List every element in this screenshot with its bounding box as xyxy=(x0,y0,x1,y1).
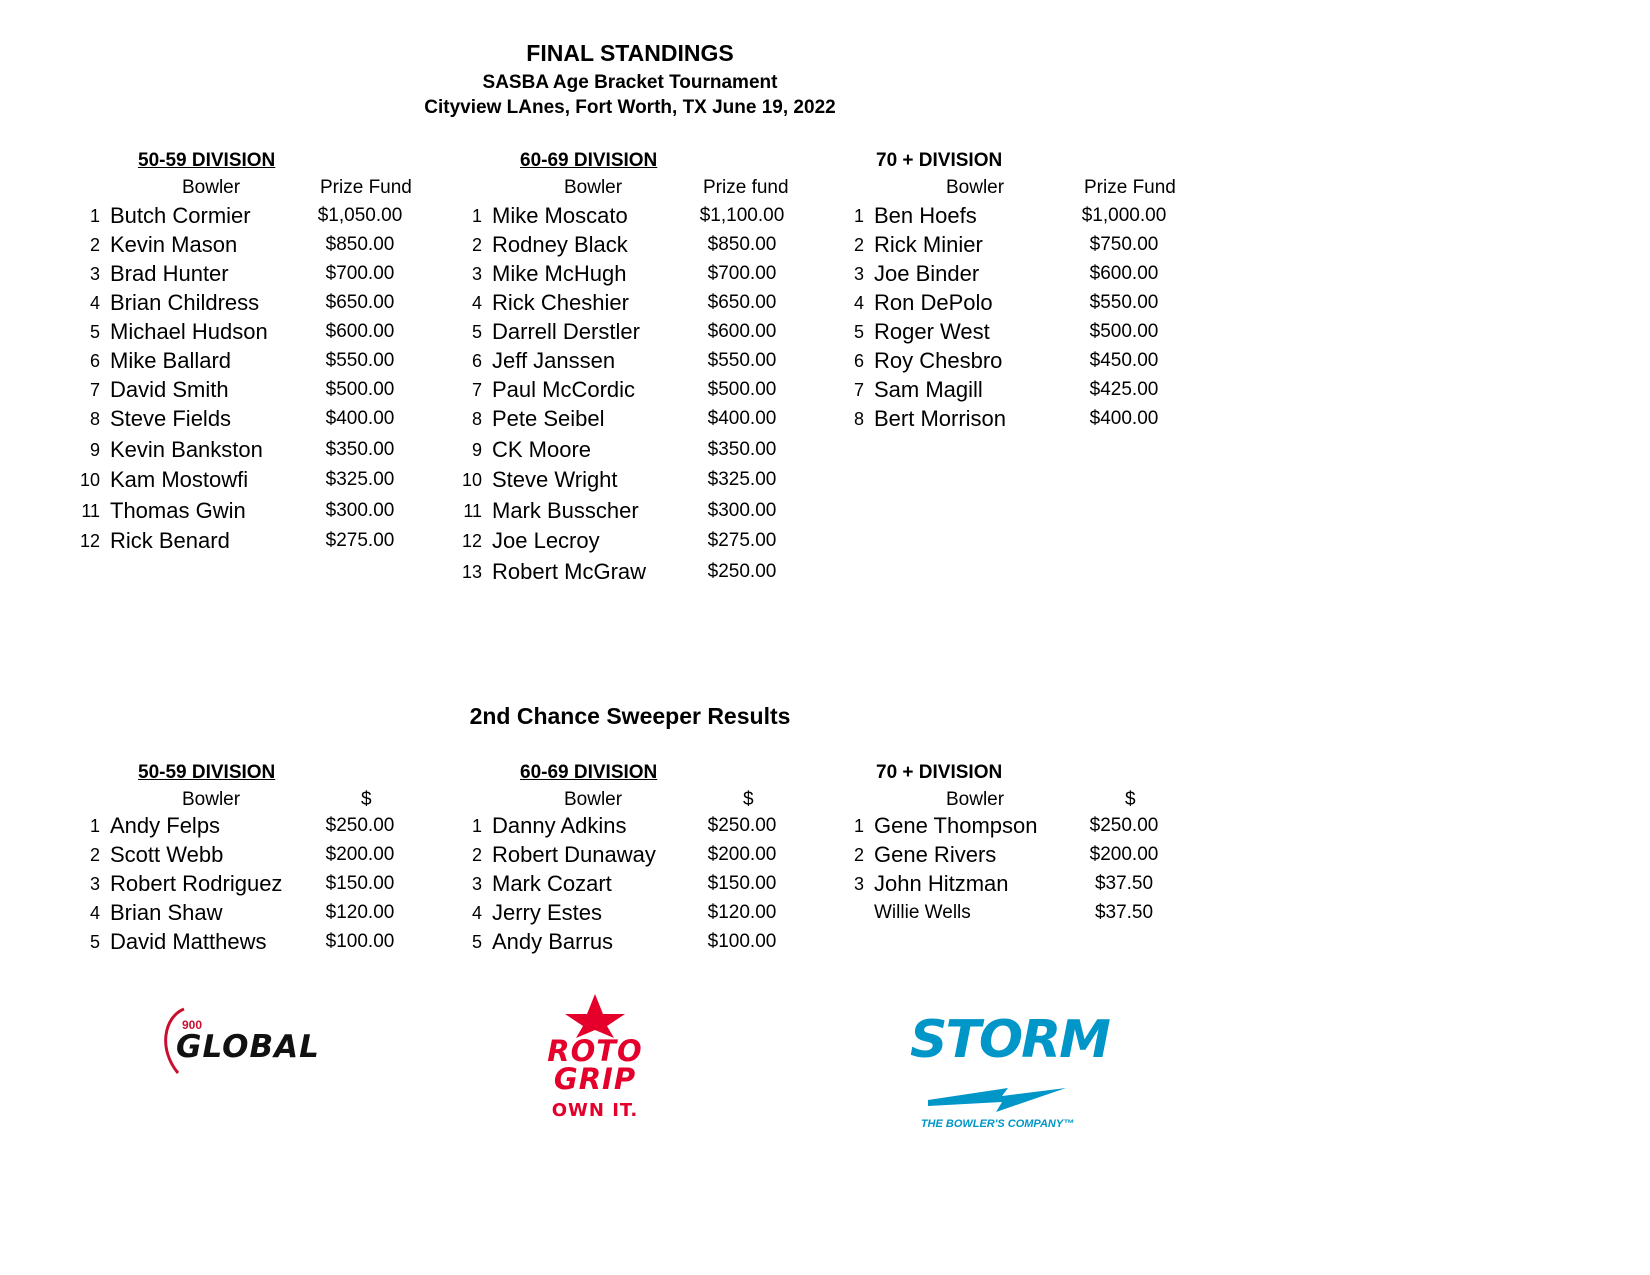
rank: 7 xyxy=(89,380,100,400)
rank: 8 xyxy=(89,409,100,429)
prize-amount: $150.00 xyxy=(325,873,395,894)
prize-amount: $300.00 xyxy=(325,499,395,521)
global-logo-number: 900 xyxy=(182,1018,203,1032)
result-row xyxy=(78,467,458,495)
rank: 13 xyxy=(461,561,482,582)
bowler-name: David Matthews xyxy=(110,929,267,954)
result-row xyxy=(460,929,840,957)
prize-amount: $500.00 xyxy=(707,379,777,400)
prize-amount: $600.00 xyxy=(1089,263,1159,284)
sweeper-title: 2nd Chance Sweeper Results xyxy=(469,703,791,729)
prize-amount: $1,000.00 xyxy=(1081,205,1167,226)
bowler-name: Mark Cozart xyxy=(492,871,612,896)
prize-amount: $150.00 xyxy=(707,873,777,894)
division-title: 50-59 DIVISION xyxy=(138,762,276,783)
prize-amount: $325.00 xyxy=(707,469,777,490)
star-icon xyxy=(525,992,665,1038)
prize-amount: $37.50 xyxy=(1094,902,1154,923)
bowler-name: CK Moore xyxy=(492,436,592,462)
prize-amount: $700.00 xyxy=(707,263,777,284)
bowler-name: Rodney Black xyxy=(492,232,628,257)
prize-amount: $275.00 xyxy=(325,530,395,551)
bowler-name: Robert McGraw xyxy=(492,558,647,584)
result-row xyxy=(842,377,1222,405)
column-bowler: Bowler xyxy=(182,789,241,810)
result-row xyxy=(78,842,458,870)
result-row xyxy=(842,842,1222,870)
rank: 2 xyxy=(89,845,100,865)
bowler-name: Andy Barrus xyxy=(492,929,614,954)
prize-amount: $550.00 xyxy=(707,350,777,371)
rank: 1 xyxy=(89,206,100,226)
rank: 11 xyxy=(463,500,482,521)
division-title: 70 + DIVISION xyxy=(876,762,1003,783)
result-row xyxy=(460,232,840,260)
result-row xyxy=(842,871,1222,899)
bowler-name: Robert Rodriguez xyxy=(110,871,283,896)
result-row xyxy=(842,290,1222,318)
result-row xyxy=(842,203,1222,231)
rank: 7 xyxy=(853,380,864,400)
900-global-logo xyxy=(158,1005,328,1075)
bowler-name: Paul McCordic xyxy=(492,377,636,402)
bowler-name: Michael Hudson xyxy=(110,319,268,344)
result-row xyxy=(78,203,458,231)
result-row xyxy=(78,929,458,957)
prize-amount: $250.00 xyxy=(707,560,777,582)
result-row xyxy=(78,377,458,405)
bowler-name: Danny Adkins xyxy=(492,813,627,838)
result-row xyxy=(460,842,840,870)
bowler-name: John Hitzman xyxy=(874,871,1009,896)
rank: 2 xyxy=(853,845,864,865)
rank: 11 xyxy=(81,500,100,521)
column-prize: $ xyxy=(361,789,372,810)
prize-amount: $350.00 xyxy=(707,438,777,460)
prize-amount: $850.00 xyxy=(707,234,777,255)
bowler-name: Robert Dunaway xyxy=(492,842,656,867)
bowler-name: Roger West xyxy=(874,319,990,344)
storm-tagline: THE BOWLER'S COMPANY™ xyxy=(920,1118,1075,1130)
prize-amount: $250.00 xyxy=(325,815,395,836)
result-row xyxy=(842,319,1222,347)
rank: 4 xyxy=(471,903,482,923)
bowler-name: Steve Fields xyxy=(110,406,232,431)
result-row xyxy=(78,290,458,318)
result-row xyxy=(78,498,458,526)
bowler-name: Jerry Estes xyxy=(492,900,603,925)
result-row xyxy=(78,437,458,465)
column-bowler: Bowler xyxy=(182,177,241,198)
rank: 4 xyxy=(89,293,100,313)
prize-amount: $600.00 xyxy=(325,321,395,342)
division-title: 50-59 DIVISION xyxy=(138,150,276,171)
prize-amount: $400.00 xyxy=(1089,408,1159,429)
result-row xyxy=(460,290,840,318)
result-row xyxy=(460,559,840,587)
bowler-name: Scott Webb xyxy=(110,842,224,867)
prize-amount: $750.00 xyxy=(1089,234,1159,255)
bowler-name: Andy Felps xyxy=(110,813,221,838)
bowler-name: Mike Ballard xyxy=(110,348,232,373)
division-title: 60-69 DIVISION xyxy=(520,762,658,783)
bowler-name: Steve Wright xyxy=(492,467,618,492)
prize-amount: $450.00 xyxy=(1089,350,1159,371)
bowler-name: Rick Minier xyxy=(874,232,983,257)
rank: 6 xyxy=(853,351,864,371)
bowler-name: Pete Seibel xyxy=(492,406,605,431)
result-row xyxy=(78,319,458,347)
bowler-name: Bert Morrison xyxy=(874,406,1007,431)
column-bowler: Bowler xyxy=(946,789,1005,810)
prize-amount: $275.00 xyxy=(707,530,777,551)
bowler-name: Kevin Mason xyxy=(110,232,238,257)
bowler-name: Joe Binder xyxy=(874,261,980,286)
rank: 8 xyxy=(471,409,482,429)
prize-amount: $100.00 xyxy=(325,931,395,952)
result-row xyxy=(460,528,840,556)
prize-amount: $600.00 xyxy=(707,321,777,342)
prize-amount: $100.00 xyxy=(707,931,777,952)
prize-amount: $500.00 xyxy=(325,379,395,400)
rank: 1 xyxy=(853,816,864,836)
result-row xyxy=(78,900,458,928)
result-row xyxy=(460,348,840,376)
rank: 3 xyxy=(853,264,864,284)
rank: 12 xyxy=(461,531,482,551)
bowler-name: Brian Shaw xyxy=(110,900,223,925)
bowler-name: Brad Hunter xyxy=(110,261,229,286)
rank: 8 xyxy=(853,409,864,429)
result-row xyxy=(460,261,840,289)
result-row xyxy=(460,813,840,841)
rank: 9 xyxy=(471,439,482,460)
lightning-bolt-icon xyxy=(910,1078,1085,1118)
rank: 1 xyxy=(89,816,100,836)
prize-amount: $200.00 xyxy=(1089,844,1159,865)
result-row xyxy=(460,498,840,526)
bowler-name: Rick Benard xyxy=(110,528,230,553)
rank: 2 xyxy=(853,235,864,255)
rank: 9 xyxy=(89,439,100,460)
bowler-name: Joe Lecroy xyxy=(492,528,600,553)
tournament-name: SASBA Age Bracket Tournament xyxy=(482,72,778,93)
rank: 12 xyxy=(79,531,100,551)
result-row xyxy=(78,348,458,376)
result-row xyxy=(78,261,458,289)
rank: 2 xyxy=(471,845,482,865)
rank: 1 xyxy=(471,816,482,836)
result-row xyxy=(842,406,1222,434)
prize-amount: $250.00 xyxy=(1089,815,1159,836)
rank: 10 xyxy=(79,470,100,490)
bowler-name: Brian Childress xyxy=(110,290,260,315)
roto-grip-logo xyxy=(525,992,665,1127)
bowler-name: Kevin Bankston xyxy=(110,436,263,462)
rank: 2 xyxy=(89,235,100,255)
result-row xyxy=(460,319,840,347)
column-bowler: Bowler xyxy=(564,789,623,810)
result-row xyxy=(460,203,840,231)
bowler-name: Jeff Janssen xyxy=(492,348,616,373)
result-row xyxy=(842,813,1222,841)
prize-amount: $120.00 xyxy=(707,902,777,923)
rank: 5 xyxy=(471,322,482,342)
prize-amount: $650.00 xyxy=(707,292,777,313)
rank: 1 xyxy=(853,206,864,226)
rank: 5 xyxy=(853,322,864,342)
venue-date: Cityview LAnes, Fort Worth, TX June 19, 2022 xyxy=(424,97,836,118)
bowler-name: Thomas Gwin xyxy=(110,497,246,523)
rank: 5 xyxy=(89,322,100,342)
prize-amount: $550.00 xyxy=(1089,292,1159,313)
bowler-name: Mike Moscato xyxy=(492,203,628,228)
result-row xyxy=(460,377,840,405)
rank: 3 xyxy=(471,874,482,894)
bowler-name: Sam Magill xyxy=(874,377,983,402)
prize-amount: $700.00 xyxy=(325,263,395,284)
result-row xyxy=(78,813,458,841)
rank: 5 xyxy=(89,932,100,952)
column-bowler: Bowler xyxy=(564,177,623,198)
prize-amount: $200.00 xyxy=(325,844,395,865)
roto-grip-text-line1: ROTO xyxy=(547,1034,643,1068)
bowler-name: Willie Wells xyxy=(874,902,971,923)
prize-amount: $425.00 xyxy=(1089,379,1159,400)
bowler-name: Gene Rivers xyxy=(874,842,997,867)
column-prize: Prize Fund xyxy=(320,177,412,198)
bowler-name: David Smith xyxy=(110,377,229,402)
global-logo-text: GLOBAL xyxy=(176,1029,320,1065)
prize-amount: $350.00 xyxy=(325,438,395,460)
result-row xyxy=(78,871,458,899)
rank: 3 xyxy=(89,264,100,284)
result-row xyxy=(460,406,840,434)
storm-logo xyxy=(910,1010,1109,1135)
prize-amount: $37.50 xyxy=(1094,873,1154,894)
rank: 3 xyxy=(853,874,864,894)
result-row xyxy=(460,871,840,899)
roto-grip-tagline: OWN IT. xyxy=(551,1100,639,1121)
column-prize: $ xyxy=(743,789,754,810)
bowler-name: Ron DePolo xyxy=(874,290,993,315)
rank: 6 xyxy=(89,351,100,371)
result-row xyxy=(78,406,458,434)
bowler-name: Ben Hoefs xyxy=(874,203,977,228)
bowler-name: Mike McHugh xyxy=(492,261,627,286)
rank: 4 xyxy=(89,903,100,923)
prize-amount: $200.00 xyxy=(707,844,777,865)
result-row xyxy=(842,232,1222,260)
result-row xyxy=(842,900,1222,928)
rank: 4 xyxy=(471,293,482,313)
rank: 3 xyxy=(471,264,482,284)
rank: 10 xyxy=(461,470,482,490)
result-row xyxy=(460,437,840,465)
bowler-name: Rick Cheshier xyxy=(492,290,629,315)
bowler-name: Kam Mostowfi xyxy=(110,467,249,492)
rank: 5 xyxy=(471,932,482,952)
prize-amount: $1,050.00 xyxy=(317,205,403,226)
rank: 2 xyxy=(471,235,482,255)
prize-amount: $850.00 xyxy=(325,234,395,255)
storm-logo-text: STORM xyxy=(910,1010,1109,1070)
result-row xyxy=(460,900,840,928)
result-row xyxy=(78,528,458,556)
prize-amount: $500.00 xyxy=(1089,321,1159,342)
bowler-name: Butch Cormier xyxy=(110,203,251,228)
bowler-name: Darrell Derstler xyxy=(492,319,640,344)
roto-grip-text-line2: GRIP xyxy=(553,1062,637,1096)
division-title: 60-69 DIVISION xyxy=(520,150,658,171)
page-title: FINAL STANDINGS xyxy=(526,40,734,66)
division-title: 70 + DIVISION xyxy=(876,150,1003,171)
column-bowler: Bowler xyxy=(946,177,1005,198)
rank: 3 xyxy=(89,874,100,894)
prize-amount: $400.00 xyxy=(707,408,777,429)
column-prize: Prize fund xyxy=(703,177,789,198)
rank: 6 xyxy=(471,351,482,371)
prize-amount: $250.00 xyxy=(707,815,777,836)
prize-amount: $650.00 xyxy=(325,292,395,313)
bowler-name: Roy Chesbro xyxy=(874,348,1003,373)
prize-amount: $120.00 xyxy=(325,902,395,923)
prize-amount: $550.00 xyxy=(325,350,395,371)
prize-amount: $400.00 xyxy=(325,408,395,429)
rank: 4 xyxy=(853,293,864,313)
rank: 1 xyxy=(471,206,482,226)
prize-amount: $300.00 xyxy=(707,499,777,521)
column-prize: Prize Fund xyxy=(1084,177,1176,198)
prize-amount: $1,100.00 xyxy=(699,205,785,226)
bowler-name: Mark Busscher xyxy=(492,497,639,523)
result-row xyxy=(460,467,840,495)
result-row xyxy=(842,261,1222,289)
result-row xyxy=(842,348,1222,376)
column-prize: $ xyxy=(1125,789,1136,810)
rank: 7 xyxy=(471,380,482,400)
prize-amount: $325.00 xyxy=(325,469,395,490)
bowler-name: Gene Thompson xyxy=(874,813,1038,838)
result-row xyxy=(78,232,458,260)
